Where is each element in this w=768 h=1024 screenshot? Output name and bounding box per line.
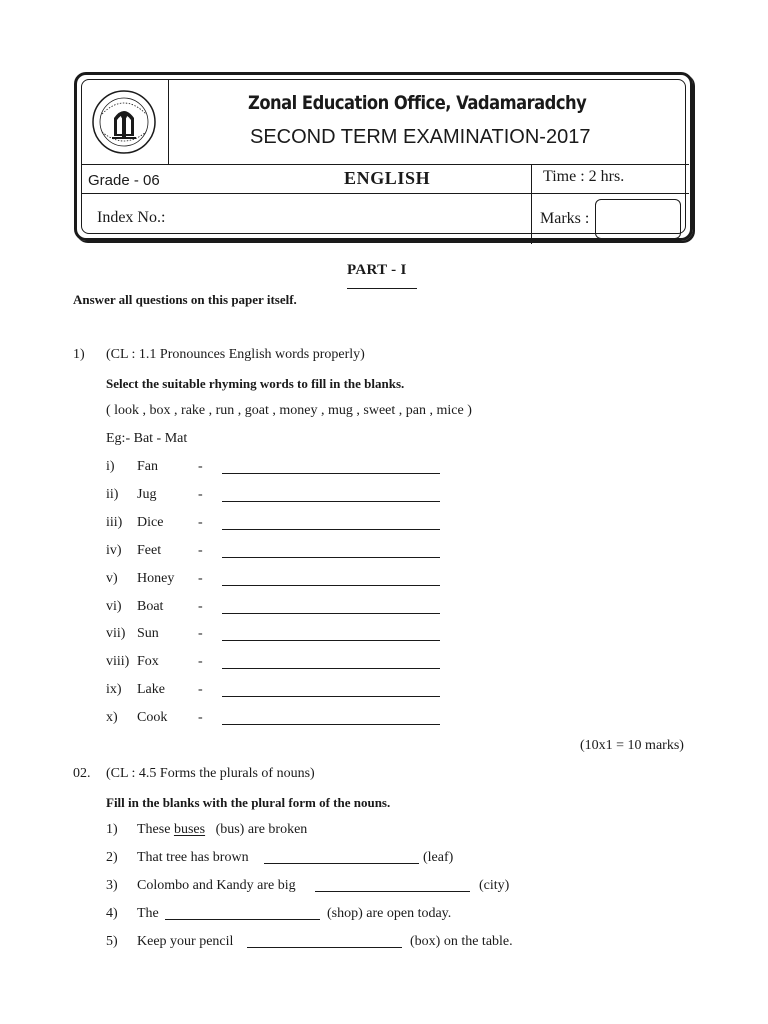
q2-answer-blank[interactable] bbox=[247, 947, 402, 948]
q2-item-number: 2) bbox=[106, 850, 118, 865]
q1-example: Eg:- Bat - Mat bbox=[106, 431, 188, 446]
q1-item-dash: - bbox=[198, 654, 203, 669]
q1-item-dash: - bbox=[198, 487, 203, 502]
q2-item-number: 5) bbox=[106, 934, 118, 949]
q1-item-dash: - bbox=[198, 515, 203, 530]
q1-item-word: Fox bbox=[137, 654, 159, 669]
q1-answer-blank[interactable] bbox=[222, 724, 440, 725]
q1-item-word: Cook bbox=[137, 710, 168, 725]
q1-word-bank: ( look , box , rake , run , goat , money , mug , sweet , pan , mice ) bbox=[106, 403, 472, 418]
q1-item-number: x) bbox=[106, 710, 118, 725]
q2-item-answer[interactable]: buses bbox=[173, 822, 206, 837]
q1-item-number: iv) bbox=[106, 543, 122, 558]
q1-item-number: i) bbox=[106, 459, 115, 474]
q1-competency: (CL : 1.1 Pronounces English words properly) bbox=[106, 347, 365, 362]
q2-item-text-before: Keep your pencil bbox=[137, 934, 234, 949]
part-title: PART - I bbox=[347, 262, 407, 278]
q1-item-number: viii) bbox=[106, 654, 130, 669]
q1-item-dash: - bbox=[198, 599, 203, 614]
q2-item-text-after: (bus) are broken bbox=[215, 822, 308, 837]
q1-item-dash: - bbox=[198, 626, 203, 641]
q1-answer-blank[interactable] bbox=[222, 557, 440, 558]
q2-answer-blank[interactable] bbox=[264, 863, 419, 864]
q2-item-text-after: (leaf) bbox=[423, 850, 454, 865]
marks-entry-box[interactable] bbox=[595, 199, 681, 239]
q1-answer-blank[interactable] bbox=[222, 668, 440, 669]
q1-answer-blank[interactable] bbox=[222, 585, 440, 586]
q1-item-number: v) bbox=[106, 571, 118, 586]
q1-answer-blank[interactable] bbox=[222, 613, 440, 614]
q1-item-number: iii) bbox=[106, 515, 123, 530]
header-row-divider-2 bbox=[82, 193, 689, 194]
q1-item-word: Fan bbox=[137, 459, 158, 474]
time-label: Time : 2 hrs. bbox=[543, 168, 625, 185]
q2-item-text-before: Colombo and Kandy are big bbox=[137, 878, 296, 893]
exam-title: SECOND TERM EXAMINATION-2017 bbox=[250, 126, 591, 148]
q1-item-dash: - bbox=[198, 682, 203, 697]
q2-item-text-before: The bbox=[137, 906, 159, 921]
q1-answer-blank[interactable] bbox=[222, 501, 440, 502]
q1-item-number: ii) bbox=[106, 487, 119, 502]
school-crest-logo bbox=[90, 88, 158, 156]
q1-instruction: Select the suitable rhyming words to fill in the blanks. bbox=[106, 376, 405, 391]
q1-answer-blank[interactable] bbox=[222, 696, 440, 697]
q1-item-word: Feet bbox=[137, 543, 162, 558]
q2-answer-blank[interactable] bbox=[165, 919, 320, 920]
q2-number: 02. bbox=[73, 766, 91, 781]
header-inner-frame bbox=[81, 79, 686, 234]
q1-answer-blank[interactable] bbox=[222, 473, 440, 474]
q2-item-text-after: (shop) are open today. bbox=[327, 906, 452, 921]
q1-item-word: Lake bbox=[137, 682, 165, 697]
q1-item-dash: - bbox=[198, 459, 203, 474]
part-title-underline bbox=[347, 288, 417, 289]
general-instruction: Answer all questions on this paper itself. bbox=[73, 292, 297, 307]
q1-answer-blank[interactable] bbox=[222, 640, 440, 641]
q2-item-number: 1) bbox=[106, 822, 118, 837]
q1-item-number: ix) bbox=[106, 682, 122, 697]
office-title: Zonal Education Office, Vadamaradchy bbox=[248, 92, 587, 114]
q2-item-text-after: (city) bbox=[479, 878, 510, 893]
q1-number: 1) bbox=[73, 347, 85, 362]
q1-item-word: Sun bbox=[137, 626, 159, 641]
q2-item-1 bbox=[137, 822, 307, 838]
marks-label: Marks : bbox=[540, 210, 590, 227]
q1-item-number: vi) bbox=[106, 599, 122, 614]
q1-item-word: Jug bbox=[137, 487, 157, 502]
index-number-label: Index No.: bbox=[97, 209, 166, 226]
header-row-divider-1 bbox=[82, 164, 689, 165]
q1-item-word: Boat bbox=[137, 599, 164, 614]
subject-title: ENGLISH bbox=[344, 168, 431, 188]
q1-item-dash: - bbox=[198, 710, 203, 725]
q1-answer-blank[interactable] bbox=[222, 529, 440, 530]
exam-header bbox=[74, 72, 693, 241]
grade-label: Grade - 06 bbox=[88, 172, 160, 189]
q2-item-number: 3) bbox=[106, 878, 118, 893]
q1-item-number: vii) bbox=[106, 626, 126, 641]
q2-competency: (CL : 4.5 Forms the plurals of nouns) bbox=[106, 766, 315, 781]
q2-item-text-after: (box) on the table. bbox=[410, 934, 513, 949]
q1-item-word: Dice bbox=[137, 515, 164, 530]
q1-item-word: Honey bbox=[137, 571, 175, 586]
q1-item-dash: - bbox=[198, 543, 203, 558]
q2-instruction: Fill in the blanks with the plural form of the nouns. bbox=[106, 795, 391, 810]
q1-item-dash: - bbox=[198, 571, 203, 586]
time-divider bbox=[531, 164, 532, 244]
q2-item-text-before: These bbox=[137, 822, 171, 837]
q2-answer-blank[interactable] bbox=[315, 891, 470, 892]
q2-item-text-before: That tree has brown bbox=[137, 850, 249, 865]
q2-item-number: 4) bbox=[106, 906, 118, 921]
logo-divider bbox=[168, 80, 169, 164]
q1-marks: (10x1 = 10 marks) bbox=[580, 738, 684, 753]
